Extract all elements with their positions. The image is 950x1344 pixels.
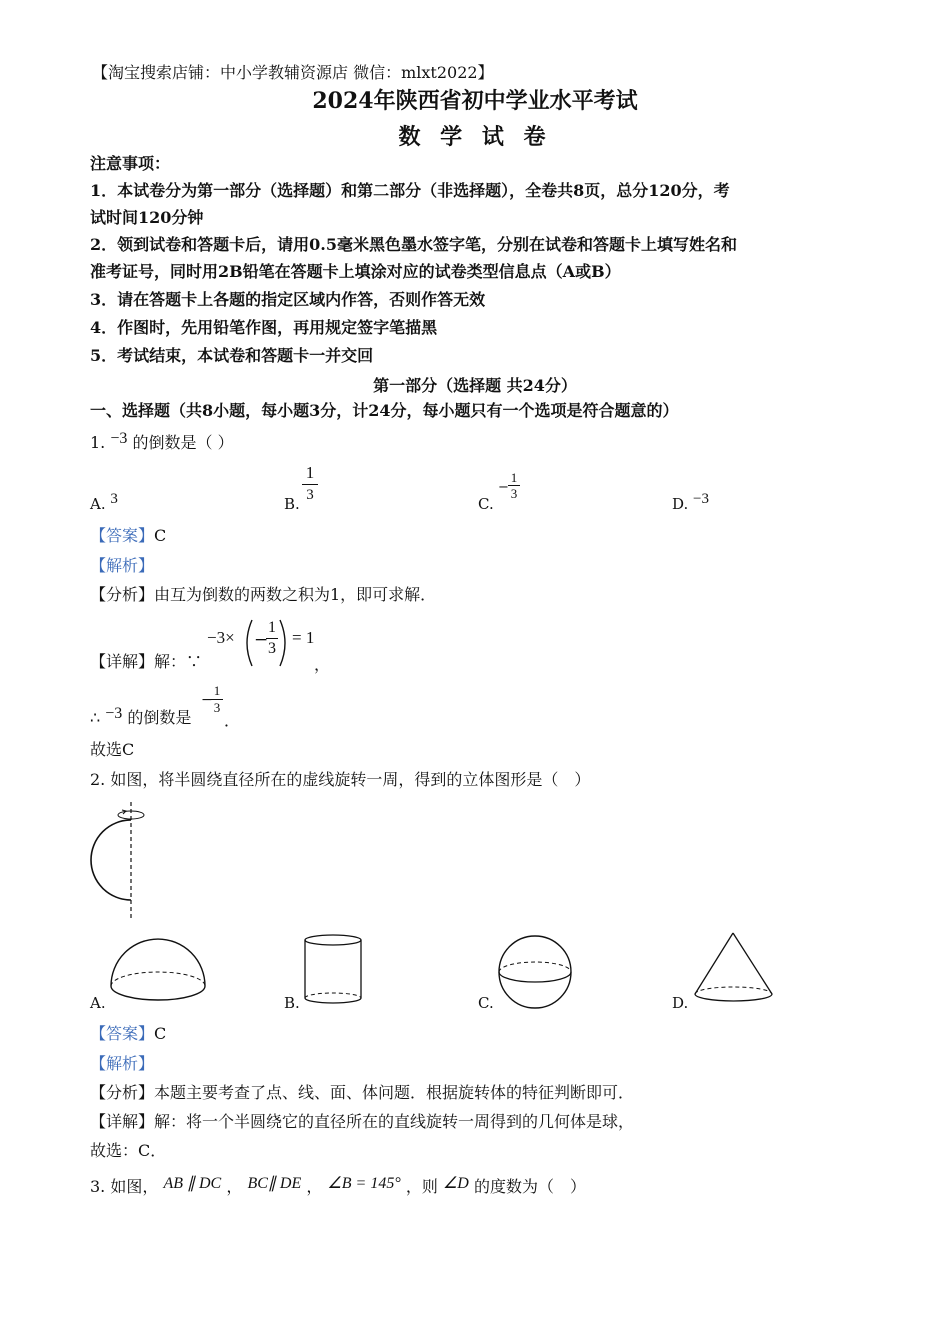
q1-fenxi: 【分析】由互为倒数的两数之积为1，即可求解． <box>90 585 437 604</box>
page-title: 2024年陕西省初中学业水平考试 <box>312 88 638 114</box>
option-d-label: D. <box>672 495 689 513</box>
option-c-fraction <box>508 470 520 501</box>
fraction-denominator: 3 <box>306 487 314 503</box>
q1-therefore <box>90 705 192 729</box>
therefore-fraction <box>211 683 223 716</box>
option-c-sign: − <box>498 480 509 495</box>
q1-option-d[interactable] <box>672 491 710 514</box>
q2-stem: 2. 如图，将半圆绕直径所在的虚线旋转一周，得到的立体图形是（ ） <box>90 770 591 789</box>
option-a-label: A. <box>90 495 106 513</box>
answer-tag: 【答案】 <box>90 1024 155 1043</box>
left-paren <box>242 618 254 668</box>
note-2b: 准考证号，同时用2B铅笔在答题卡上填涂对应的试卷类型信息点（A或B） <box>90 262 621 281</box>
q1-option-b[interactable] <box>284 495 300 513</box>
option-d-value: −3 <box>693 491 710 507</box>
q3-condition-1: AB ∥ DC <box>163 1175 222 1192</box>
q2-answer <box>90 1024 166 1044</box>
fraction-numerator: 1 <box>268 619 276 636</box>
q3-stem <box>90 1177 586 1198</box>
therefore-symbol: ∴ <box>90 708 101 727</box>
q3-separator: ， <box>226 1177 243 1196</box>
detail-expr-minus: − <box>254 630 269 650</box>
detail-expr-left: −3× <box>207 628 235 647</box>
fraction-bar <box>302 484 318 485</box>
q2-option-d[interactable] <box>672 994 688 1012</box>
q2-option-a[interactable] <box>90 994 106 1012</box>
section-title: 一、选择题（共8小题，每小题3分，计24分，每小题只有一个选项是符合题意的） <box>90 401 679 420</box>
detail-comma: ， <box>314 655 331 674</box>
page-subtitle: 数 学 试 卷 <box>398 124 552 150</box>
note-4: 4．作图时，先用铅笔作图，再用规定签字笔描黑 <box>90 318 438 337</box>
hemisphere-icon <box>108 934 208 1006</box>
q1-option-c[interactable] <box>478 495 494 513</box>
q3-condition-3: ∠B = 145° <box>327 1175 401 1192</box>
answer-tag: 【答案】 <box>90 526 155 545</box>
answer-value: C <box>154 526 167 545</box>
answer-value: C <box>154 1024 167 1043</box>
note-5: 5．考试结束，本试卷和答题卡一并交回 <box>90 346 374 365</box>
fraction-denominator: 3 <box>213 700 221 715</box>
q3-mid: ，则 <box>405 1177 438 1196</box>
note-3: 3．请在答题卡上各题的指定区域内作答，否则作答无效 <box>90 290 486 309</box>
therefore-sign: − <box>201 692 213 708</box>
cone-icon <box>692 930 777 1008</box>
q2-fenxi: 【分析】本题主要考查了点、线、面、体问题．根据旋转体的特征判断即可． <box>90 1083 635 1102</box>
note-1a: 1．本试卷分为第一部分（选择题）和第二部分（非选择题），全卷共8页，总分120分，考 <box>90 181 730 200</box>
therefore-text: 的倒数是 <box>127 708 192 727</box>
q1-analysis-tag: 【解析】 <box>90 556 155 575</box>
detail-fraction <box>266 618 278 659</box>
option-c-label: C. <box>478 994 494 1012</box>
q1-value: −3 <box>110 430 128 447</box>
q3-angle: ∠D <box>442 1175 469 1192</box>
q1-number: 1. <box>90 433 106 452</box>
fraction-numerator: 1 <box>305 463 315 482</box>
q2-choose: 故选：C． <box>90 1141 167 1160</box>
option-c-label: C. <box>478 495 494 513</box>
therefore-end: ． <box>224 711 241 730</box>
q2-option-c[interactable] <box>478 994 494 1012</box>
q2-option-b[interactable] <box>284 994 300 1012</box>
q3-prefix: 3. 如图， <box>90 1177 159 1196</box>
option-b-fraction <box>302 463 318 504</box>
right-paren <box>278 618 290 668</box>
note-2a: 2．领到试卷和答题卡后，请用0.5毫米黑色墨水签字笔，分别在试卷和答题卡上填写姓名和 <box>90 235 737 254</box>
q2-detail: 【详解】解：将一个半圆绕它的直径所在的直线旋转一周得到的几何体是球， <box>90 1112 635 1131</box>
q1-answer <box>90 526 166 546</box>
fraction-numerator: 1 <box>213 683 221 698</box>
q3-suffix: 的度数为（ ） <box>473 1177 586 1196</box>
q1-detail-prefix: 【详解】解：∵ <box>90 652 203 671</box>
q3-condition-2: BC∥ DE <box>247 1175 302 1192</box>
q1-choose: 故选C <box>90 740 135 759</box>
sphere-icon <box>496 933 576 1013</box>
notes-heading: 注意事项： <box>90 154 171 173</box>
fraction-denominator: 3 <box>510 486 518 501</box>
option-b-label: B. <box>284 994 300 1012</box>
option-a-label: A. <box>90 994 106 1012</box>
option-b-label: B. <box>284 495 300 513</box>
note-1b: 试时间120分钟 <box>90 208 204 227</box>
detail-expr-right: = 1 <box>292 628 315 647</box>
part1-title: 第一部分（选择题 共24分） <box>373 376 577 395</box>
option-d-label: D. <box>672 994 689 1012</box>
option-a-value: 3 <box>110 491 118 507</box>
q3-separator: ， <box>306 1177 323 1196</box>
therefore-value: −3 <box>105 705 123 722</box>
header-ad: 【淘宝搜索店铺：中小学教辅资源店 微信：mlxt2022】 <box>92 63 494 82</box>
semicircle-figure <box>88 798 168 923</box>
q2-analysis-tag: 【解析】 <box>90 1054 155 1073</box>
fraction-denominator: 3 <box>268 640 276 657</box>
q1-stem <box>90 430 234 454</box>
q1-question: 的倒数是（ ） <box>132 433 234 452</box>
q1-option-a[interactable] <box>90 491 118 514</box>
fraction-numerator: 1 <box>510 470 518 485</box>
cylinder-icon <box>302 932 364 1007</box>
